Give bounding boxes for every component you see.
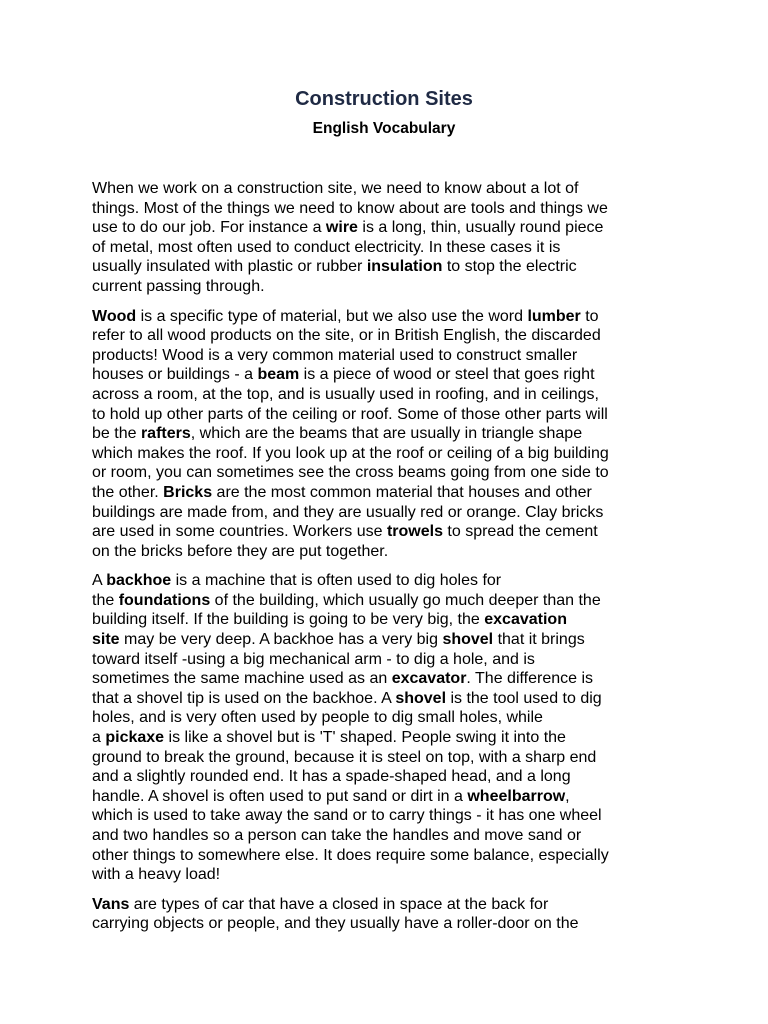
paragraph bbox=[92, 179, 692, 297]
vocabulary-term: site bbox=[92, 631, 120, 649]
vocabulary-term: shovel bbox=[395, 689, 447, 707]
text-line bbox=[92, 326, 692, 346]
paragraph bbox=[92, 895, 692, 934]
text-run: may be very deep. A backhoe has a very big bbox=[119, 631, 443, 649]
text-run: . The difference is bbox=[466, 670, 594, 688]
text-run: is a long, thin, usually round piece bbox=[357, 219, 604, 237]
text-line bbox=[92, 365, 692, 385]
text-run: which is used to take away the sand or to carry things - it has one wheel bbox=[92, 807, 602, 825]
vocabulary-term: lumber bbox=[527, 307, 581, 325]
vocabulary-term: backhoe bbox=[106, 572, 172, 590]
text-line bbox=[92, 424, 692, 444]
text-line bbox=[92, 806, 692, 826]
text-run: , which are the beams that are usually in triangle shape bbox=[190, 425, 583, 443]
text-line bbox=[92, 689, 692, 709]
text-run: that it brings bbox=[493, 631, 585, 649]
vocabulary-term: beam bbox=[257, 366, 300, 384]
vocabulary-term: excavator bbox=[391, 670, 467, 688]
text-line bbox=[92, 277, 692, 297]
text-run: is a piece of wood or steel that goes right bbox=[299, 366, 595, 384]
text-run: building itself. If the building is going to be very big, the bbox=[92, 611, 485, 629]
text-run: things. Most of the things we need to know about are tools and things we bbox=[92, 199, 608, 217]
text-run: are types of car that have a closed in space at the back for bbox=[129, 895, 549, 913]
text-run: is like a shovel but is 'T' shaped. People swing it into the bbox=[164, 729, 566, 747]
vocabulary-term: pickaxe bbox=[105, 729, 165, 747]
vocabulary-term: Vans bbox=[92, 895, 130, 913]
text-line bbox=[92, 865, 692, 885]
text-line bbox=[92, 444, 692, 464]
text-line bbox=[92, 385, 692, 405]
text-run: holes, and is very often used by people to dig small holes, while bbox=[92, 709, 543, 727]
vocabulary-term: wheelbarrow bbox=[467, 787, 566, 805]
text-line bbox=[92, 914, 692, 934]
text-run: a bbox=[92, 729, 106, 747]
text-run: carrying objects or people, and they usually have a roller-door on the bbox=[92, 915, 579, 933]
text-run: buildings are made from, and they are usually red or orange. Clay bricks bbox=[92, 503, 604, 521]
text-line bbox=[92, 610, 692, 630]
vocabulary-term: foundations bbox=[118, 591, 211, 609]
text-line bbox=[92, 728, 692, 748]
text-run: on the bricks before they are put together. bbox=[92, 542, 389, 560]
text-line bbox=[92, 503, 692, 523]
text-line bbox=[92, 767, 692, 787]
text-line bbox=[92, 522, 692, 542]
text-run: houses or buildings - a bbox=[92, 366, 258, 384]
text-run: the other. bbox=[92, 483, 164, 501]
text-line bbox=[92, 218, 692, 238]
text-run: are used in some countries. Workers use bbox=[92, 523, 387, 541]
document-title: Construction Sites bbox=[295, 88, 473, 110]
vocabulary-term: insulation bbox=[366, 258, 443, 276]
document-subtitle: English Vocabulary bbox=[312, 120, 456, 137]
text-run: is a specific type of material, but we also use the word bbox=[136, 307, 528, 325]
text-run: across a room, at the top, and is usually used in roofing, and in ceilings, bbox=[92, 385, 599, 403]
text-line bbox=[92, 307, 692, 327]
text-run: and a slightly rounded end. It has a spade-shaped head, and a long bbox=[92, 768, 571, 786]
text-run: to bbox=[580, 307, 599, 325]
text-run: current passing through. bbox=[92, 277, 265, 295]
vocabulary-term: Wood bbox=[92, 307, 137, 325]
text-run: is a machine that is often used to dig holes for bbox=[171, 572, 502, 590]
text-line bbox=[92, 787, 692, 807]
text-line bbox=[92, 463, 692, 483]
text-line bbox=[92, 257, 692, 277]
text-line bbox=[92, 542, 692, 562]
text-line bbox=[92, 748, 692, 768]
document-body bbox=[92, 179, 692, 944]
text-line bbox=[92, 483, 692, 503]
text-line bbox=[92, 179, 692, 199]
text-run: to stop the electric bbox=[442, 258, 577, 276]
text-run: are the most common material that houses and other bbox=[212, 483, 592, 501]
text-line bbox=[92, 650, 692, 670]
text-run: to spread the cement bbox=[442, 523, 598, 541]
text-line bbox=[92, 405, 692, 425]
text-run: to hold up other parts of the ceiling or roof. Some of those other parts will bbox=[92, 405, 608, 423]
text-run: which makes the roof. If you look up at the roof or ceiling of a big building bbox=[92, 444, 609, 462]
text-run: products! Wood is a very common material used to construct smaller bbox=[92, 346, 578, 364]
text-run: that a shovel tip is used on the backhoe. A bbox=[92, 689, 396, 707]
vocabulary-term: rafters bbox=[140, 425, 191, 443]
text-run: handle. A shovel is often used to put sand or dirt in a bbox=[92, 787, 468, 805]
text-line bbox=[92, 238, 692, 258]
text-run: toward itself -using a big mechanical arm - to dig a hole, and is bbox=[92, 650, 535, 668]
text-line bbox=[92, 571, 692, 591]
vocabulary-term: shovel bbox=[442, 631, 494, 649]
text-line bbox=[92, 826, 692, 846]
text-line bbox=[92, 669, 692, 689]
vocabulary-term: excavation bbox=[484, 611, 567, 629]
text-line bbox=[92, 708, 692, 728]
text-run: other things to somewhere else. It does require some balance, especially bbox=[92, 846, 609, 864]
text-line bbox=[92, 630, 692, 650]
text-line bbox=[92, 591, 692, 611]
vocabulary-term: Bricks bbox=[163, 483, 213, 501]
text-run: or room, you can sometimes see the cross beams going from one side to bbox=[92, 464, 609, 482]
text-run: When we work on a construction site, we need to know about a lot of bbox=[92, 180, 579, 197]
vocabulary-term: wire bbox=[325, 219, 358, 237]
vocabulary-term: trowels bbox=[386, 523, 443, 541]
text-run: , bbox=[565, 787, 570, 805]
text-run: with a heavy load! bbox=[92, 866, 221, 884]
text-line bbox=[92, 346, 692, 366]
text-line bbox=[92, 846, 692, 866]
text-run: is the tool used to dig bbox=[446, 689, 602, 707]
paragraph bbox=[92, 571, 692, 885]
paragraph bbox=[92, 307, 692, 562]
text-run: of metal, most often used to conduct electricity. In these cases it is bbox=[92, 238, 561, 256]
text-run: refer to all wood products on the site, or in British English, the discarded bbox=[92, 327, 601, 345]
text-line bbox=[92, 199, 692, 219]
text-run: use to do our job. For instance a bbox=[92, 219, 326, 237]
text-run: and two handles so a person can take the handles and move sand or bbox=[92, 827, 582, 844]
text-line bbox=[92, 895, 692, 915]
text-run: ground to break the ground, because it is steel on top, with a sharp end bbox=[92, 748, 597, 766]
text-run: be the bbox=[92, 425, 141, 443]
text-run: the bbox=[92, 591, 119, 609]
text-run: A bbox=[92, 572, 107, 590]
text-run: usually insulated with plastic or rubber bbox=[92, 258, 367, 276]
text-run: of the building, which usually go much deeper than the bbox=[210, 591, 601, 609]
text-run: sometimes the same machine used as an bbox=[92, 670, 392, 688]
